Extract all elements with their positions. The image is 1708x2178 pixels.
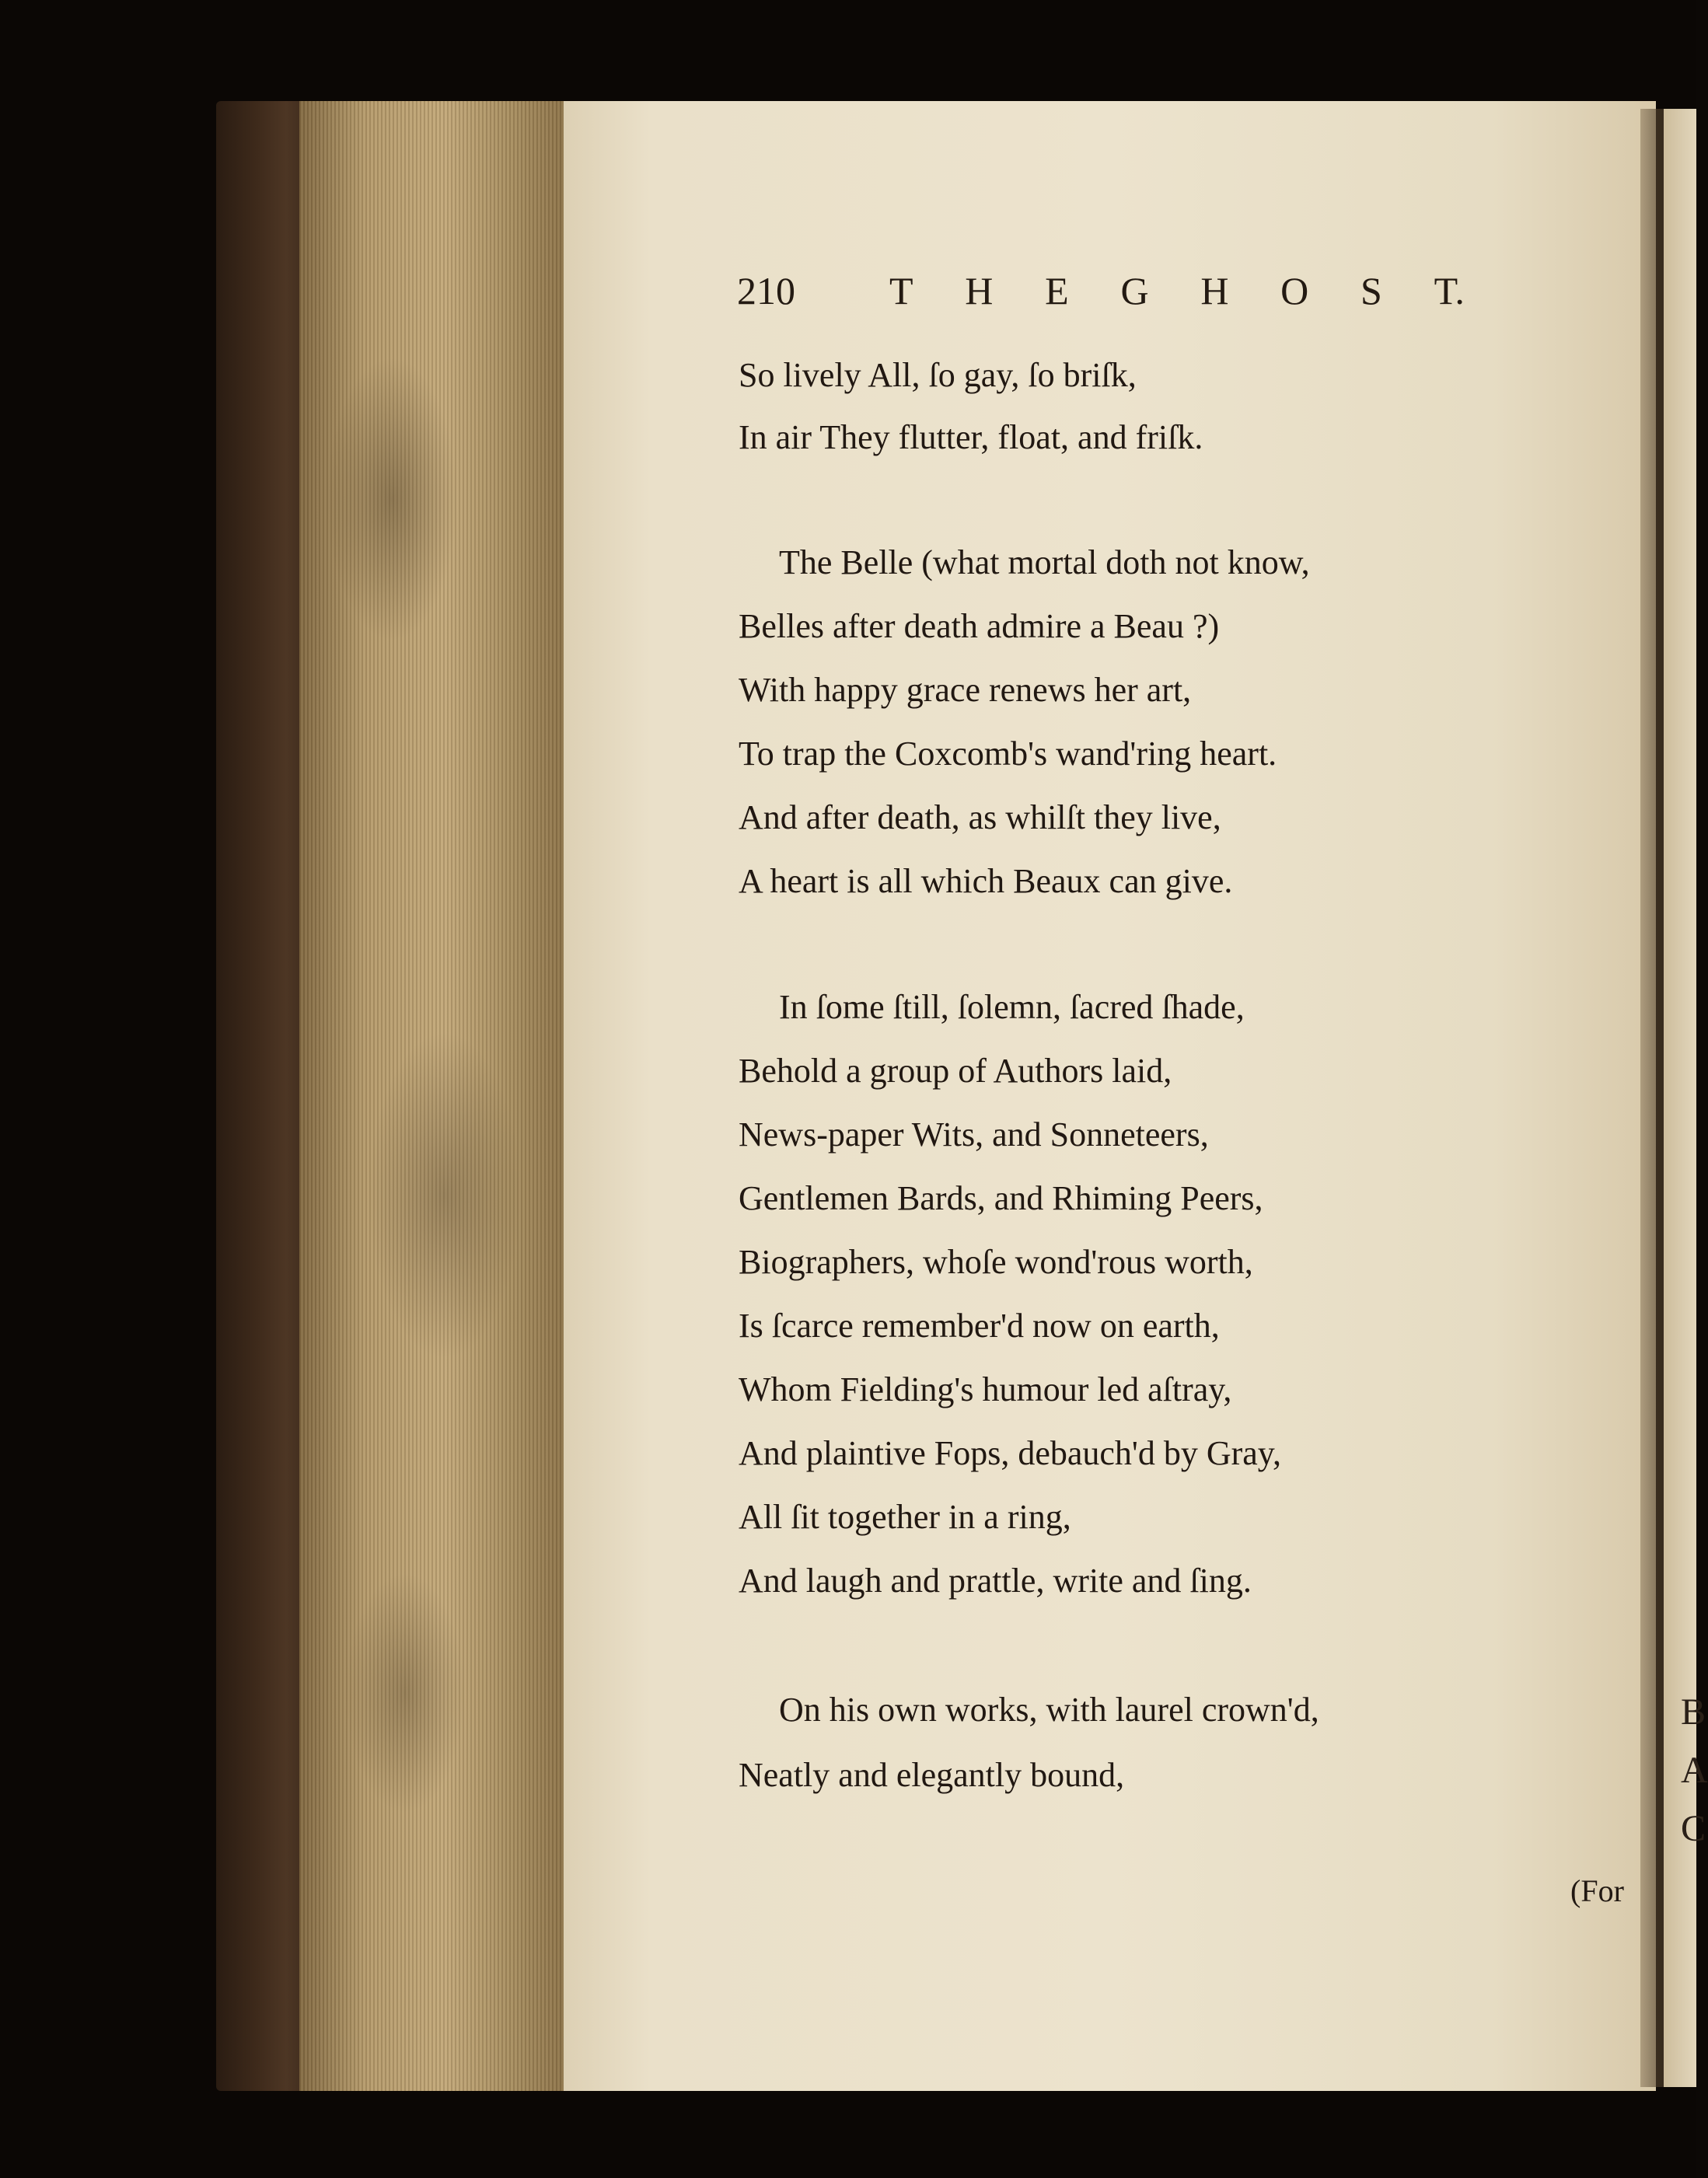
verse-line: Is ſcarce remember'd now on earth, — [739, 1307, 1220, 1345]
facing-page-letter: B — [1681, 1691, 1706, 1733]
verse-line: All ſit together in a ring, — [739, 1498, 1071, 1536]
verse-line: A heart is all which Beaux can give. — [739, 862, 1233, 900]
page-block-edge — [299, 101, 564, 2091]
verse-line: And laugh and prattle, write and ſing. — [739, 1562, 1252, 1600]
verse-line: Whom Fielding's humour led aſtray, — [739, 1370, 1232, 1408]
running-title: T H E G H O S T. — [889, 269, 1465, 312]
facing-page-letter: A — [1681, 1750, 1708, 1791]
verse-line: Behold a group of Authors laid, — [739, 1052, 1172, 1090]
verse-line: Neatly and elegantly bound, — [739, 1756, 1125, 1794]
verse-line: In ſome ſtill, ſolemn, ſacred ſhade, — [779, 988, 1245, 1026]
verse-line: And plaintive Fops, debauch'd by Gray, — [739, 1434, 1281, 1472]
verse-line: So lively All, ſo gay, ſo briſk, — [739, 356, 1137, 394]
verse-line: To trap the Coxcomb's wand'ring heart. — [739, 735, 1277, 773]
running-header — [737, 268, 1490, 323]
verse-line: On his own works, with laurel crown'd, — [779, 1691, 1319, 1729]
verse-line: Gentlemen Bards, and Rhiming Peers, — [739, 1179, 1263, 1217]
catchword: (For — [1570, 1873, 1624, 1908]
verse-line: And after death, as whilſt they live, — [739, 798, 1221, 836]
verse-line: Biographers, whoſe wond'rous worth, — [739, 1243, 1253, 1281]
facing-page-letter: C — [1681, 1808, 1706, 1849]
facing-page-edge — [1664, 109, 1708, 2087]
page-number: 210 — [737, 269, 795, 312]
verse-line: Belles after death admire a Beau ?) — [739, 607, 1220, 645]
verse-line: News-paper Wits, and Sonneteers, — [739, 1115, 1209, 1154]
verse-line: With happy grace renews her art, — [739, 671, 1192, 709]
verse-line: In air They flutter, float, and friſk. — [739, 418, 1203, 456]
verse-line: The Belle (what mortal doth not know, — [779, 543, 1310, 581]
